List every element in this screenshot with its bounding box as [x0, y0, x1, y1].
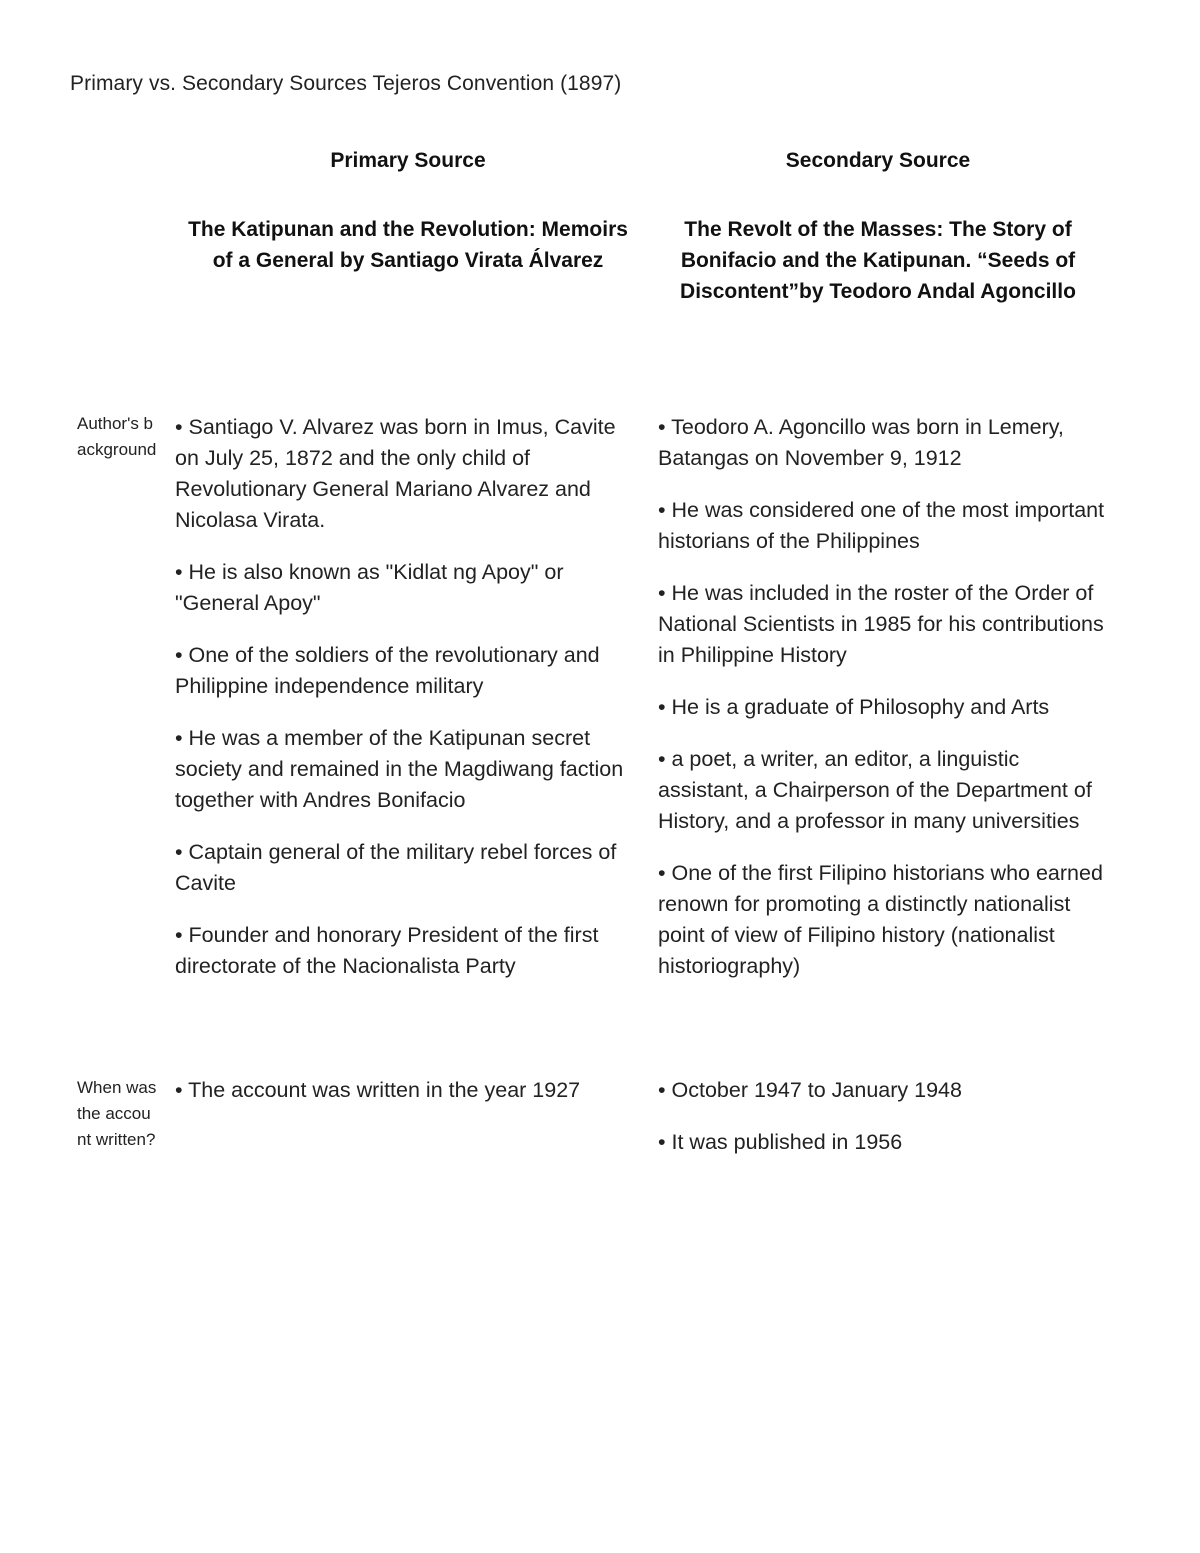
primary-author-background-cell [175, 412, 645, 1003]
primary-work-title: The Katipunan and the Revolution: Memoirs of a General by Santiago Virata Álvarez [188, 218, 628, 272]
list-item: • Captain general of the military rebel forces of Cavite [175, 840, 617, 895]
list-item: • He was included in the roster of the Order of National Scientists in 1985 for his contributions in Philippine History [658, 581, 1104, 667]
list-item: • Teodoro A. Agoncillo was born in Lemery, Batangas on November 9, 1912 [658, 415, 1064, 470]
page-title: Primary vs. Secondary Sources Tejeros Convention (1897) [70, 72, 622, 95]
list-item: • One of the soldiers of the revolutionary and Philippine independence military [175, 643, 600, 698]
row-label-when-written: When was the account written? [77, 1078, 157, 1149]
secondary-source-heading: Secondary Source [785, 149, 971, 172]
list-item: • He is a graduate of Philosophy and Arts [658, 695, 1050, 719]
list-item: • The account was written in the year 1927 [175, 1078, 581, 1102]
list-item: • He is also known as "Kidlat ng Apoy" or "General Apoy" [175, 560, 564, 615]
list-item: • One of the first Filipino historians who earned renown for promoting a distinctly nationalist point of view of Filipino history (nationalist historiography) [658, 861, 1103, 978]
list-item: • It was published in 1956 [658, 1130, 903, 1154]
primary-when-written-cell [175, 1075, 645, 1127]
secondary-when-written-cell [658, 1075, 1108, 1179]
list-item: • Santiago V. Alvarez was born in Imus, Cavite on July 25, 1872 and the only child of Revolutionary General Mariano Alvarez and Nicolasa Virata. [175, 415, 616, 532]
list-item: • He was a member of the Katipunan secret society and remained in the Magdiwang faction together with Andres Bonifacio [175, 726, 624, 812]
list-item: • a poet, a writer, an editor, a linguistic assistant, a Chairperson of the Department of History, and a professor in many universities [658, 747, 1092, 833]
list-item: • He was considered one of the most important historians of the Philippines [658, 498, 1105, 553]
list-item: • October 1947 to January 1948 [658, 1078, 962, 1102]
secondary-work-title: The Revolt of the Masses: The Story of Bonifacio and the Katipunan. “Seeds of Discontent”by Teodoro Andal Agoncillo [680, 218, 1076, 303]
primary-source-heading: Primary Source [330, 149, 486, 172]
list-item: • Founder and honorary President of the first directorate of the Nacionalista Party [175, 923, 599, 978]
secondary-author-background-cell [658, 412, 1108, 1003]
row-label-author-background: Author's background [77, 414, 157, 459]
